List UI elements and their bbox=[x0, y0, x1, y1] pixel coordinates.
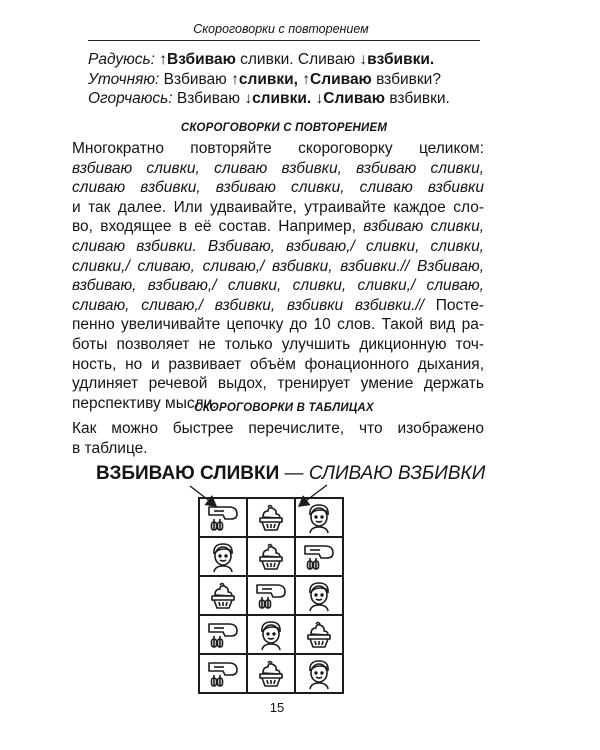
arrow-up: ↑ bbox=[297, 70, 311, 88]
tongue-twister-text: сливаю, сливаю,/ взбивки, взбивки взбивки.// bbox=[72, 296, 424, 314]
boy-icon bbox=[304, 502, 334, 534]
body-text: Как можно быстрее перечислите, что изображено bbox=[72, 420, 484, 437]
heading-dash: — bbox=[279, 463, 309, 484]
body-text: и так далее. Или удваивайте, утраивайте каждое сло- bbox=[72, 198, 484, 216]
boy-icon bbox=[256, 619, 286, 651]
whipped-cream-icon bbox=[255, 542, 287, 572]
heading-italic: СЛИВАЮ ВЗБИВКИ bbox=[308, 463, 486, 484]
stressed-word: Сливаю bbox=[310, 70, 372, 88]
table-cell bbox=[199, 498, 247, 537]
body-text: перспективу мысли. bbox=[72, 394, 217, 412]
table-cell bbox=[295, 654, 343, 693]
table-cell bbox=[247, 654, 295, 693]
body-text: Многократно повторяйте скороговорку целиком: bbox=[72, 140, 484, 157]
body-text: в таблице. bbox=[72, 439, 148, 457]
arrow-up: ↑ bbox=[159, 51, 168, 68]
tongue-twister-text: сливки,/ сливаю, сливаю,/ взбивки, взбивки.// Взбиваю, bbox=[72, 257, 484, 275]
table-cell bbox=[295, 615, 343, 654]
body-text: ность, но и развивает объём фонационного дыхания, bbox=[72, 355, 484, 373]
stressed-word: взбивки. bbox=[367, 51, 435, 68]
stressed-word: Сливаю bbox=[323, 90, 386, 107]
body-text: Посте- bbox=[423, 296, 484, 314]
intro-text: Взбиваю bbox=[159, 70, 232, 88]
boy-icon bbox=[304, 658, 334, 690]
table-cell bbox=[199, 654, 247, 693]
intro-label: Радуюсь: bbox=[88, 51, 155, 68]
boy-icon bbox=[304, 580, 334, 612]
table-cell bbox=[199, 615, 247, 654]
section-title-tables: СКОРОГОВОРКИ В ТАБЛИЦАХ bbox=[194, 402, 374, 414]
stressed-word: сливки. bbox=[252, 90, 312, 107]
intro-text: Взбиваю bbox=[172, 90, 245, 107]
body-text: удлиняет речевой выдох, тренирует умение держать bbox=[72, 375, 484, 393]
page-number: 15 bbox=[269, 700, 285, 715]
mixer-icon bbox=[205, 503, 241, 533]
heading-bold: ВЗБИВАЮ СЛИВКИ bbox=[96, 463, 280, 484]
table-cell bbox=[247, 537, 295, 576]
whipped-cream-icon bbox=[207, 581, 239, 611]
whipped-cream-icon bbox=[255, 503, 287, 533]
table-cell bbox=[295, 537, 343, 576]
table-cell bbox=[199, 576, 247, 615]
arrow-up: ↑ bbox=[231, 70, 239, 88]
body-text: боты позволяет не только улучшить дикционную точ- bbox=[72, 335, 484, 353]
mixer-icon bbox=[253, 581, 289, 611]
table-cell bbox=[247, 498, 295, 537]
table-cell bbox=[199, 537, 247, 576]
running-head: Скороговорки с повторением bbox=[193, 22, 369, 36]
arrow-down: ↓ bbox=[244, 90, 253, 107]
table-cell bbox=[295, 576, 343, 615]
arrow-down: ↓ bbox=[311, 90, 324, 107]
intro-label: Огорчаюсь: bbox=[88, 90, 173, 107]
tongue-twister-text: взбиваю, взбиваю,/ сливки, сливки, сливки,/ сливаю, bbox=[72, 277, 484, 295]
mixer-icon bbox=[205, 659, 241, 689]
boy-icon bbox=[208, 541, 238, 573]
stressed-word: сливки, bbox=[238, 70, 298, 88]
whipped-cream-icon bbox=[255, 659, 287, 689]
table-cell bbox=[247, 615, 295, 654]
tongue-twister-text: сливаю взбивки. Взбиваю, взбиваю,/ сливки, сливки, bbox=[72, 237, 484, 255]
picture-table bbox=[198, 497, 344, 694]
mixer-icon bbox=[205, 620, 241, 650]
tongue-twister-text: взбиваю сливки, bbox=[363, 218, 484, 236]
table-cell bbox=[247, 576, 295, 615]
stressed-word: Взбиваю bbox=[167, 51, 236, 68]
tongue-twister-text: сливаю взбивки, взбиваю сливки, сливаю взбивки bbox=[72, 179, 484, 197]
body-text: пенно увеличивайте цепочку до 10 слов. Такой вид ра- bbox=[72, 316, 484, 334]
tongue-twister-text: взбиваю сливки, сливаю взбивки, взбиваю сливки, bbox=[72, 159, 484, 177]
whipped-cream-icon bbox=[303, 620, 335, 650]
arrow-down: ↓ bbox=[359, 51, 368, 68]
intro-label: Уточняю: bbox=[88, 70, 160, 88]
table-cell bbox=[295, 498, 343, 537]
body-text: во, входящее в её состав. Например, bbox=[72, 218, 364, 236]
intro-text: взбивки? bbox=[371, 70, 441, 88]
intro-text: взбивки. bbox=[385, 90, 450, 107]
section-title-repetition: СКОРОГОВОРКИ С ПОВТОРЕНИЕМ bbox=[180, 122, 388, 134]
mixer-icon bbox=[301, 542, 337, 572]
intro-text: сливки. Сливаю bbox=[235, 51, 360, 68]
